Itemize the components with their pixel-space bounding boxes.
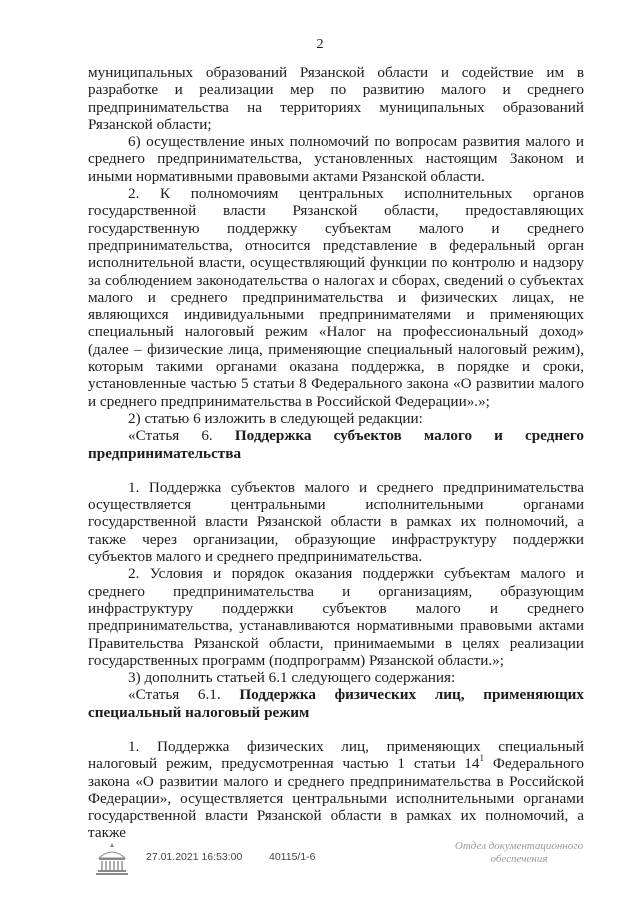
registration-number: 40115/1-6: [269, 851, 316, 863]
article-6-title: Поддержка субъектов малого и среднего предпринимательства: [88, 427, 585, 462]
article-6-1-heading: [88, 686, 584, 721]
registration-datetime: 27.01.2021 16:53:00: [146, 851, 243, 863]
paragraph-part-2: 2. К полномочиям центральных исполнительных органов государственной власти Рязанской области, предоставляющих государственную поддержку субъектам малого и среднего предпринимательства, относится представление в федеральный орган исполнительной власти, осуществляющий функции по контролю и надзору за соблюдением законодательства о налогах и сборах, сведений о субъектах малого и среднего предпринимательства и физических лицах, не являющихся индивидуальными предпринимателями и применяющих специальный налоговый режим «Налог на профессиональный доход» (далее – физические лица, применяющие специальный налоговый режим), которым такими органами оказана поддержка, в порядке и сроки, установленные частью 5 статьи 8 Федерального закона «О развитии малого и среднего предпринимательства в Российской Федерации».»;: [88, 185, 584, 410]
stamp-line-2: обеспечения: [490, 853, 548, 865]
article-6-prefix: «Статья 6.: [128, 427, 213, 445]
paragraph-item-6: 6) осуществление иных полномочий по вопросам развития малого и среднего предпринимательства, установленных настоящим Законом и иными нормативными правовыми актами Рязанской области.: [88, 133, 584, 185]
article-6-1-title: Поддержка физических лиц, применяющих специальный налоговый режим: [88, 686, 584, 721]
footnote-superscript: 1: [479, 753, 484, 764]
emblem-logo-icon: [95, 840, 129, 876]
page-footer: [0, 832, 640, 892]
article-6-part-2: 2. Условия и порядок оказания поддержки субъектам малого и среднего предпринимательства и организациям, образующим инфраструктуру поддержки субъектов малого и среднего предпринимательства, устанавливаются нормативными правовыми актами Правительства Рязанской области, принимаемыми в целях реализации государственных программ (подпрограмм) Рязанской области.»;: [88, 565, 584, 669]
stamp-line-1: Отдел документационного: [454, 840, 584, 852]
department-stamp: [444, 840, 594, 866]
paragraph-continuation: муниципальных образований Рязанской области и содействие им в разработке и реализации мер по развитию малого и среднего предпринимательства на территориях муниципальных образований Рязанской области;: [88, 64, 584, 133]
article-6-1-part-1-text-a: 1. Поддержка физических лиц, применяющих специальный налоговый режим, предусмотренная частью 1 статьи 14: [88, 737, 584, 773]
article-6-part-1: 1. Поддержка субъектов малого и среднего предпринимательства осуществляется центральными исполнительными органами государственной власти Рязанской области в рамках их полномочий, а также через организации, образующие инфраструктуру поддержки субъектов малого и среднего предпринимательства.: [88, 478, 584, 566]
article-6-heading: [88, 427, 584, 462]
document-body: [88, 64, 584, 842]
paragraph-amendment-3: 3) дополнить статьей 6.1 следующего содержания:: [128, 669, 456, 687]
page-number: 2: [316, 37, 324, 52]
article-6-1-part-1-text-b: Федерального закона «О развитии малого и среднего предпринимательства в Российской Федерации», осуществляется центральными исполнительными органами государственной власти Рязанской области в рамках их полномочий, а также: [88, 755, 584, 842]
paragraph-amendment-2: 2) статью 6 изложить в следующей редакции:: [128, 409, 423, 427]
article-6-1-part-1: [88, 738, 584, 842]
article-6-1-prefix: «Статья 6.1.: [128, 686, 221, 704]
